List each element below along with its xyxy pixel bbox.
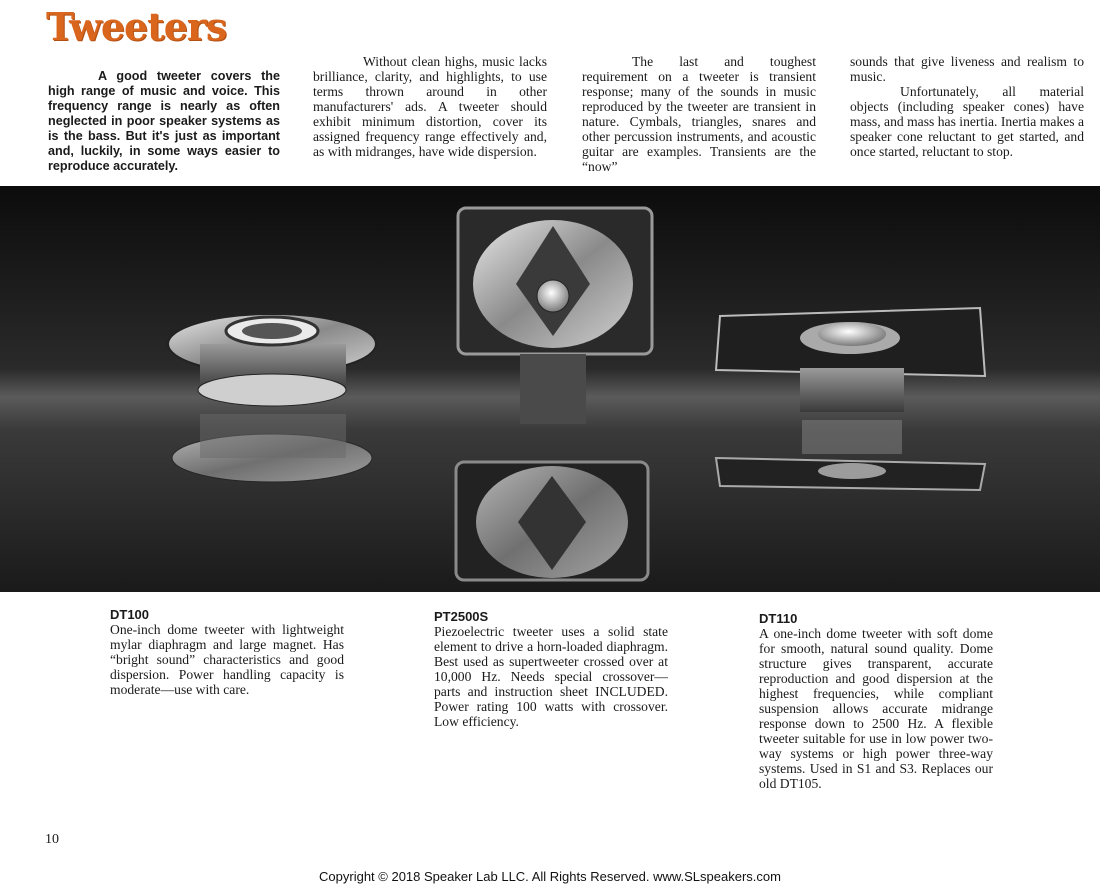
pt2500s-caption [434,609,668,729]
page-title: Tweeters [46,4,227,49]
dt100-caption [110,607,344,697]
intro-text: A good tweeter covers the high range of music and voice. This frequency range is nearly as often neglected in poor speaker systems as is the bass. But it's just as important and, luckily, in some ways easier to reproduce accurately. [48,69,280,173]
body-text-3: The last and toughest requirement on a tweeter is transient response; many of the sounds in music reproduced by the tweeter are transient in nature. Cymbals, triangles, snares and other percussion instruments, and acoustic guitar are examples. Transients are the “now” [582,54,816,174]
dt110-tweeter [716,308,985,490]
dt110-description: A one-inch dome tweeter with soft dome for smooth, natural sound quality. Dome structure gives transparent, accurate reproduction and good dispersion at the highest frequencies, while compliant suspension allows accurate midrange response down to 2500 Hz. A flexible tweeter suitable for use in low power two-way systems or high power three-way systems. Used in S1 and S3. Replaces our old DT105. [759,626,993,791]
body-column-3 [582,54,816,174]
dt100-name: DT100 [110,607,150,622]
body-text-4a: sounds that give liveness and realism to music. [850,54,1084,84]
body-text-2: Without clean highs, music lacks brilliance, clarity, and highlights, to use terms thrown around in other manufacturers' ads. A tweeter should exhibit minimum distortion, cover its assigned frequency range effectively and, as with midranges, have wide dispersion. [313,54,547,159]
copyright-footer: Copyright © 2018 Speaker Lab LLC. All Rights Reserved. www.SLspeakers.com [319,869,781,884]
body-column-2 [313,54,547,159]
body-column-4 [850,54,1084,159]
intro-paragraph [48,69,280,174]
pt2500s-description: Piezoelectric tweeter uses a solid state element to drive a horn-loaded diaphragm. Best used as supertweeter crossed over at 10,000 Hz. Needs special crossover—parts and instruction sheet INCLUDED. Power rating 100 watts with crossover. Low efficiency. [434,624,668,729]
dt100-description: One-inch dome tweeter with lightweight mylar diaphragm and large magnet. Has “bright sound” characteristics and good dispersion. Power handling capacity is moderate—use with care. [110,622,344,697]
tweeters-photo [0,186,1100,592]
dt110-caption [759,611,993,791]
tweeters-illustration [0,186,1100,592]
dt100-tweeter [168,314,376,482]
body-text-4b: Unfortunately, all material objects (including speaker cones) have mass, and mass has inertia. Inertia makes a speaker cone reluctant to get started, and once started, reluctant to stop. [850,84,1084,159]
dt110-name: DT110 [759,611,798,626]
page-number: 10 [45,832,59,847]
pt2500s-tweeter [456,208,652,580]
pt2500s-name: PT2500S [434,609,489,624]
